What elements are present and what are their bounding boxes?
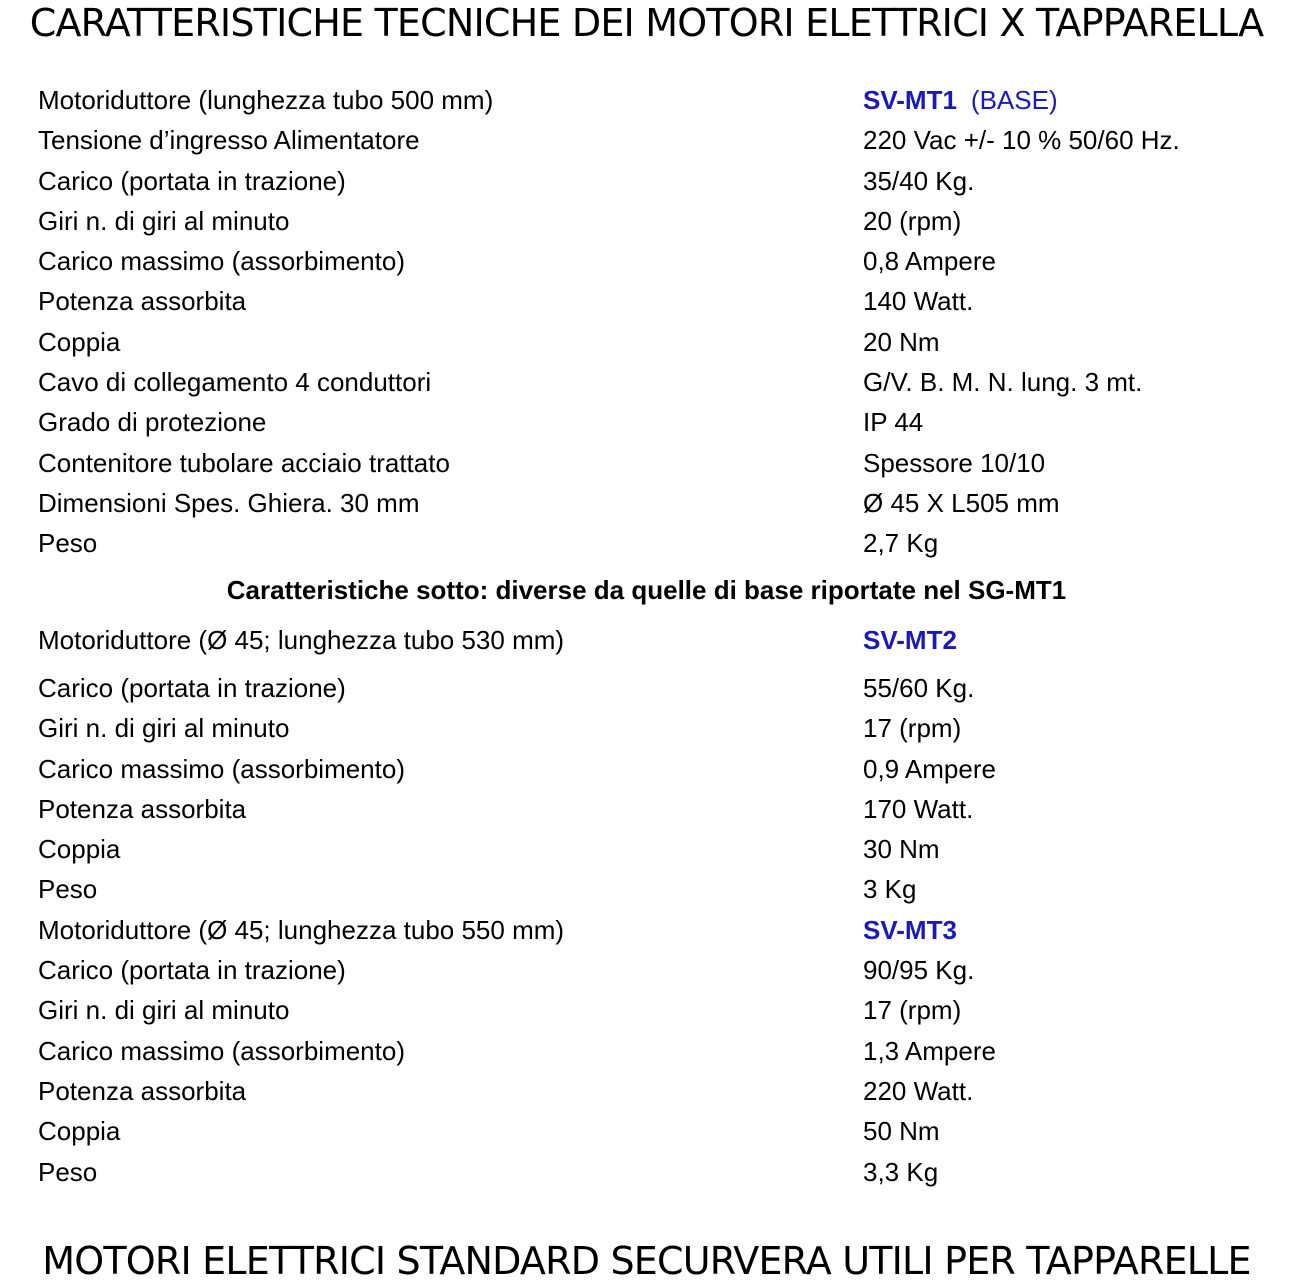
spec-row [38,1031,1278,1071]
spec-label: Peso [38,1156,98,1187]
spec-row [38,523,1278,563]
spec-label: Carico massimo (assorbimento) [38,753,405,784]
spec-value: 220 Vac +/- 10 % 50/60 Hz. [863,125,1180,156]
spec-value: Spessore 10/10 [863,447,1046,478]
spec-label: Coppia [38,1116,121,1147]
spec-label: Potenza assorbita [38,793,247,824]
spec-value: 1,3 Ampere [863,1035,996,1066]
spec-value: 55/60 Kg. [863,673,975,703]
model-tag: (BASE) [970,85,1058,115]
spec-label: Cavo di collegamento 4 conduttori [38,367,432,398]
spec-row [38,1071,1278,1111]
model-row [38,910,1278,950]
spec-row [38,120,1278,160]
footer-title: MOTORI ELETTRICI STANDARD SECURVERA UTILI PER TAPPARELLE [42,1239,1251,1283]
page-title: CARATTERISTICHE TECNICHE DEI MOTORI ELETTRICI X TAPPARELLA [29,1,1264,45]
model-code: SV-MT1 [863,85,957,115]
spec-label: Dimensioni Spes. Ghiera. 30 mm [38,487,420,518]
spec-row [38,161,1278,201]
model-label: Motoriduttore (Ø 45; lunghezza tubo 530 mm) [38,625,565,655]
spec-row [38,789,1278,829]
spec-value: 17 (rpm) [863,713,962,744]
spec-label: Potenza assorbita [38,286,247,317]
spec-row [38,950,1278,990]
spec-row [38,362,1278,402]
spec-row [38,829,1278,869]
spec-value: 50 Nm [863,1116,940,1147]
spec-value: 20 (rpm) [863,205,962,236]
spec-label: Carico massimo (assorbimento) [38,246,405,277]
spec-row [38,708,1278,748]
spec-value: 17 (rpm) [863,995,962,1026]
spec-value: 0,8 Ampere [863,246,996,277]
spec-row [38,241,1278,281]
spec-label: Tensione d’ingresso Alimentatore [38,125,420,156]
model-value [863,620,957,660]
spec-value: 35/40 Kg. [863,165,975,196]
spec-value: 140 Watt. [863,286,974,317]
spec-label: Carico massimo (assorbimento) [38,1035,405,1066]
spec-value: IP 44 [863,407,924,438]
spec-value: 3,3 Kg [863,1156,939,1187]
model-value [863,80,1058,120]
spec-row [38,281,1278,321]
spec-label: Peso [38,528,98,559]
model-row [38,80,1278,120]
spec-label: Coppia [38,326,121,357]
spec-label: Carico (portata in trazione) [38,955,346,986]
section-note: Caratteristiche sotto: diverse da quelle di base riportate nel SG-MT1 [226,575,1067,605]
spec-row [38,402,1278,442]
spec-table-sv-mt1 [38,80,1278,564]
spec-row [38,990,1278,1030]
spec-value: 30 Nm [863,834,940,865]
spec-value: 0,9 Ampere [863,753,996,784]
spec-label: Coppia [38,834,121,865]
spec-label: Carico (portata in trazione) [38,165,346,196]
spec-row [38,1111,1278,1151]
spec-value: 2,7 Kg [863,528,939,559]
spec-value: 220 Watt. [863,1075,974,1106]
spec-value: 90/95 Kg. [863,955,975,986]
spec-row [38,201,1278,241]
spec-row [38,483,1278,523]
spec-label: Giri n. di giri al minuto [38,205,290,236]
spec-value: Ø 45 X L505 mm [863,487,1060,518]
spec-label: Potenza assorbita [38,1075,247,1106]
spec-label: Grado di protezione [38,407,267,438]
model-value [863,910,957,950]
model-label: Motoriduttore (lunghezza tubo 500 mm) [38,85,494,115]
spec-value: 20 Nm [863,326,940,357]
spec-row [38,869,1278,909]
spec-row [38,749,1278,789]
spec-row [38,443,1278,483]
spec-value: G/V. B. M. N. lung. 3 mt. [863,367,1143,398]
spec-value: 3 Kg [863,874,917,905]
spec-label: Giri n. di giri al minuto [38,713,290,744]
spec-row [38,1152,1278,1192]
model-code: SV-MT3 [863,914,957,945]
spec-table-sv-mt2-mt3 [38,620,1278,1192]
model-label: Motoriduttore (Ø 45; lunghezza tubo 550 mm) [38,914,565,945]
model-code: SV-MT2 [863,625,957,655]
spec-value: 170 Watt. [863,793,974,824]
spec-row [38,322,1278,362]
spec-label: Giri n. di giri al minuto [38,995,290,1026]
spec-label: Carico (portata in trazione) [38,673,346,703]
model-row [38,620,1278,668]
spec-row [38,668,1278,708]
spec-label: Contenitore tubolare acciaio trattato [38,447,450,478]
spec-label: Peso [38,874,98,905]
